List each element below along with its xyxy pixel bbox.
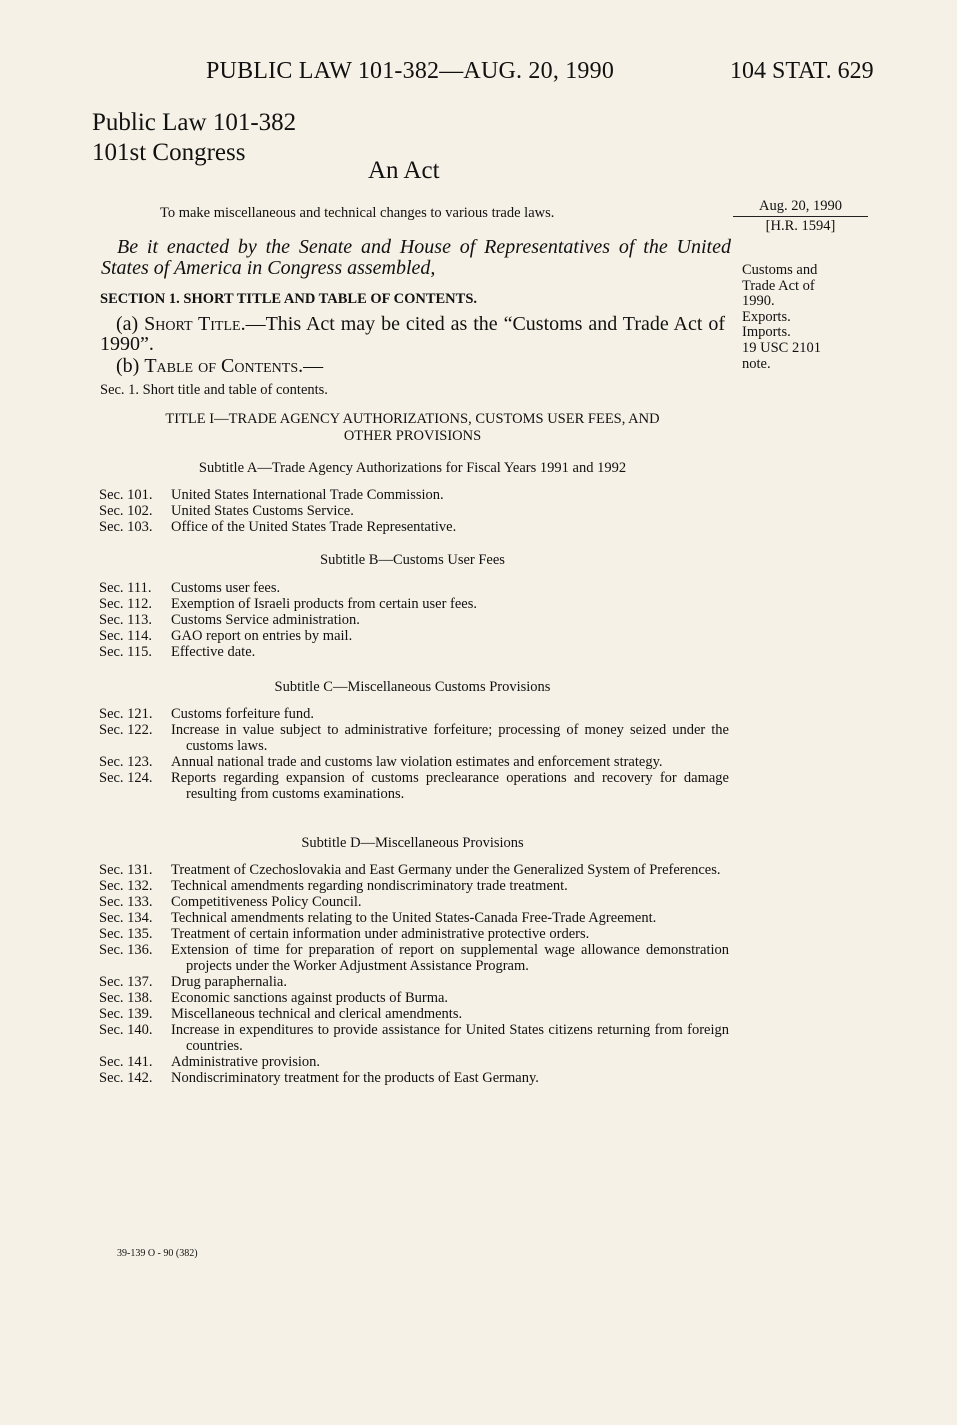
toc-entry xyxy=(99,770,729,802)
toc-entry-number: Sec. 135. xyxy=(99,926,153,942)
toc-entry-number: Sec. 113. xyxy=(99,612,153,628)
subtitle-c-list xyxy=(99,706,729,802)
toc-entry-number: Sec. 122. xyxy=(99,722,153,738)
toc-entry-title: Miscellaneous technical and clerical amendments. xyxy=(171,1006,463,1022)
toc-entry-number: Sec. 142. xyxy=(99,1070,153,1086)
toc-entry-number: Sec. 111. xyxy=(99,580,152,596)
subsection-b xyxy=(116,355,323,378)
print-code: 39-139 O - 90 (382) xyxy=(117,1248,198,1259)
subtitle-b-list xyxy=(99,580,729,660)
subsection-b-text: .— xyxy=(298,355,324,377)
toc-entry-number: Sec. 131. xyxy=(99,862,153,878)
purpose-statement: To make miscellaneous and technical changes to various trade laws. xyxy=(160,205,555,221)
toc-entry-number: Sec. 139. xyxy=(99,1006,153,1022)
bill-number: [H.R. 1594] xyxy=(765,218,836,234)
toc-entry xyxy=(99,1070,729,1086)
margin-date-block xyxy=(733,198,868,235)
toc-entry-title: Customs user fees. xyxy=(171,580,281,596)
margin-date: Aug. 20, 1990 xyxy=(733,198,868,217)
toc-entry-number: Sec. 132. xyxy=(99,878,153,894)
toc-entry xyxy=(99,862,729,878)
toc-entry-number: Sec. 101. xyxy=(99,487,153,503)
toc-entry-title: Exemption of Israeli products from certain user fees. xyxy=(171,596,478,612)
toc-entry xyxy=(99,596,729,612)
toc-entry-title: GAO report on entries by mail. xyxy=(171,628,353,644)
toc-entry xyxy=(99,910,729,926)
margin-note: 19 USC 2101 xyxy=(742,339,821,356)
toc-entry-title: Treatment of certain information under administrative protective orders. xyxy=(171,926,590,942)
toc-entry-number: Sec. 138. xyxy=(99,990,153,1006)
subsection-a-label: (a) xyxy=(116,313,145,335)
subsection-a-caption: Short Title xyxy=(144,313,241,335)
toc-entry-number: Sec. 140. xyxy=(99,1022,153,1038)
margin-note: Trade Act of xyxy=(742,277,815,294)
toc-entry-title: United States International Trade Commission. xyxy=(171,487,444,503)
toc-entry-number: Sec. 137. xyxy=(99,974,153,990)
enacting-clause: Be it enacted by the Senate and House of Representatives of the United States of America in Congress assembled, xyxy=(101,236,731,279)
law-number: Public Law 101-382 xyxy=(92,109,297,136)
toc-entry-number: Sec. 112. xyxy=(99,596,153,612)
toc-entry-title: Drug paraphernalia. xyxy=(171,974,287,990)
subtitle-b-heading: Subtitle B—Customs User Fees xyxy=(320,552,505,568)
subtitle-d-heading: Subtitle D—Miscellaneous Provisions xyxy=(301,835,524,851)
toc-entry-number: Sec. 124. xyxy=(99,770,153,786)
law-title xyxy=(92,108,296,168)
toc-entry-title: Effective date. xyxy=(171,644,256,660)
toc-entry xyxy=(99,1022,729,1054)
toc-entry xyxy=(99,894,729,910)
toc-entry-number: Sec. 134. xyxy=(99,910,153,926)
margin-notes xyxy=(742,263,862,372)
toc-entry-title: Technical amendments regarding nondiscriminatory trade treatment. xyxy=(171,878,568,894)
toc-section-1: Sec. 1. Short title and table of contents. xyxy=(100,382,328,398)
act-heading: An Act xyxy=(368,157,440,184)
toc-entry xyxy=(99,706,729,722)
subsection-b-label: (b) xyxy=(116,355,145,377)
toc-entry-number: Sec. 141. xyxy=(99,1054,153,1070)
toc-entry xyxy=(99,580,729,596)
subtitle-d-list xyxy=(99,862,729,1086)
toc-entry-number: Sec. 103. xyxy=(99,519,153,535)
toc-entry xyxy=(99,926,729,942)
toc-entry-number: Sec. 123. xyxy=(99,754,153,770)
margin-note: 1990. xyxy=(742,293,775,310)
toc-entry xyxy=(99,990,729,1006)
toc-entry xyxy=(99,628,729,644)
toc-entry-title: Economic sanctions against products of Burma. xyxy=(171,990,449,1006)
toc-entry-number: Sec. 133. xyxy=(99,894,153,910)
toc-entry-title: Administrative provision. xyxy=(171,1054,321,1070)
subsection-a xyxy=(100,314,725,354)
congress: 101st Congress xyxy=(92,139,246,166)
margin-note: Customs and xyxy=(742,262,818,278)
toc-entry-title: Annual national trade and customs law violation estimates and enforcement strategy. xyxy=(171,754,663,770)
subsection-b-caption: Table of Contents xyxy=(144,355,299,377)
toc-entry-number: Sec. 114. xyxy=(99,628,153,644)
toc-entry-title: Office of the United States Trade Representative. xyxy=(171,519,457,535)
margin-note: Exports. xyxy=(742,308,791,325)
toc-entry-title: Competitiveness Policy Council. xyxy=(171,894,362,910)
toc-entry xyxy=(99,942,729,974)
toc-entry-title: Nondiscriminatory treatment for the products of East Germany. xyxy=(171,1070,539,1086)
toc-entry-title: Customs Service administration. xyxy=(171,612,360,628)
toc-entry xyxy=(99,487,729,503)
toc-entry-title: Treatment of Czechoslovakia and East Germany under the Generalized System of Preferences. xyxy=(171,862,721,878)
toc-entry-title: Customs forfeiture fund. xyxy=(171,706,314,722)
toc-entry-number: Sec. 121. xyxy=(99,706,153,722)
margin-note: note. xyxy=(742,355,771,372)
toc-entry xyxy=(99,612,729,628)
toc-entry xyxy=(99,519,729,535)
toc-entry xyxy=(99,1006,729,1022)
section-1-heading: SECTION 1. SHORT TITLE AND TABLE OF CONTENTS. xyxy=(100,291,478,307)
subtitle-a-list xyxy=(99,487,729,535)
toc-entry-title: Technical amendments relating to the United States-Canada Free-Trade Agreement. xyxy=(171,910,657,926)
subtitle-a-heading: Subtitle A—Trade Agency Authorizations for Fiscal Years 1991 and 1992 xyxy=(198,460,627,476)
toc-entry xyxy=(99,754,729,770)
toc-entry xyxy=(99,503,729,519)
toc-entry-title: Reports regarding expansion of customs preclearance operations and recovery for damage resulting from customs examinations. xyxy=(171,770,729,802)
subsection-a-text: .—This Act may be cited as the “Customs and Trade Act of 1990”. xyxy=(100,313,725,355)
running-title: PUBLIC LAW 101-382—AUG. 20, 1990 xyxy=(206,58,615,84)
stat-page-number: 104 STAT. 629 xyxy=(730,58,874,84)
toc-entry xyxy=(99,1054,729,1070)
toc-entry xyxy=(99,644,729,660)
toc-entry xyxy=(99,878,729,894)
toc-entry-title: Increase in value subject to administrative forfeiture; processing of money seized under the customs laws. xyxy=(171,722,729,754)
toc-entry xyxy=(99,722,729,754)
toc-entry xyxy=(99,974,729,990)
title-i-line: OTHER PROVISIONS xyxy=(343,428,482,444)
toc-entry-number: Sec. 115. xyxy=(99,644,153,660)
toc-entry-number: Sec. 136. xyxy=(99,942,153,958)
toc-entry-number: Sec. 102. xyxy=(99,503,153,519)
title-i-heading xyxy=(100,411,725,445)
toc-entry-title: Increase in expenditures to provide assistance for United States citizens returning from foreign countries. xyxy=(171,1022,729,1054)
subtitle-c-heading: Subtitle C—Miscellaneous Customs Provisions xyxy=(274,679,551,695)
toc-entry-title: Extension of time for preparation of report on supplemental wage allowance demonstration projects under the Worker Adjustment Assistance Program. xyxy=(171,942,729,974)
margin-note: Imports. xyxy=(742,324,791,341)
toc-entry-title: United States Customs Service. xyxy=(171,503,354,519)
title-i-line: TITLE I—TRADE AGENCY AUTHORIZATIONS, CUSTOMS USER FEES, AND xyxy=(165,411,660,427)
